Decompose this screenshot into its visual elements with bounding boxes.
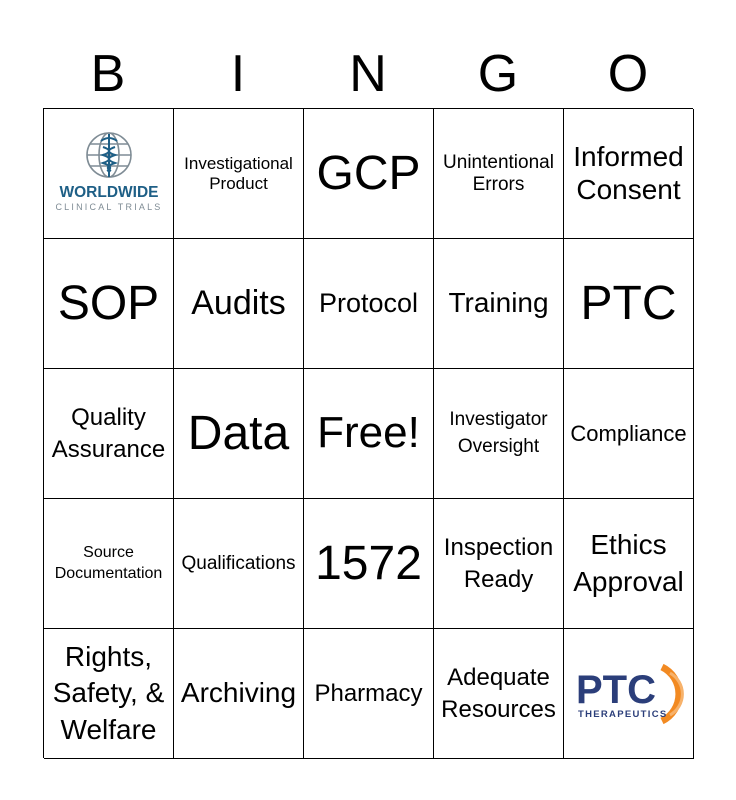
cell-label: Inspection Ready	[443, 534, 554, 593]
bingo-cell[interactable]	[564, 499, 694, 629]
cell-label: PTC	[580, 276, 677, 330]
cell-label: Archiving	[180, 677, 297, 709]
bingo-cell[interactable]	[174, 369, 304, 499]
bingo-cell[interactable]	[44, 499, 174, 629]
bingo-cell[interactable]	[304, 499, 434, 629]
header-letter-b: B	[90, 45, 126, 103]
cell-label: Free!	[317, 408, 420, 458]
cell-label: Compliance	[570, 420, 687, 446]
bingo-cell[interactable]	[44, 239, 174, 369]
bingo-header	[43, 40, 693, 108]
header-letter-i: I	[230, 45, 246, 103]
bingo-cell-ptc-logo[interactable]	[564, 629, 694, 759]
header-letter-o: O	[607, 45, 649, 103]
cell-label: Investigator Oversight	[449, 408, 548, 457]
bingo-cell[interactable]	[304, 239, 434, 369]
cell-label: SOP	[57, 276, 160, 330]
header-letter-g: G	[477, 45, 519, 103]
therapeutics-logo-text: THERAPEUTICS	[577, 708, 667, 720]
worldwide-logo-text: WORLDWIDE	[58, 183, 159, 201]
cell-label: Adequate Resources	[441, 664, 556, 723]
bingo-cell[interactable]	[434, 499, 564, 629]
bingo-cell-free-space[interactable]	[304, 369, 434, 499]
bingo-cell[interactable]	[434, 629, 564, 759]
bingo-cell[interactable]	[434, 109, 564, 239]
bingo-cell[interactable]	[174, 239, 304, 369]
cell-label: Pharmacy	[314, 679, 423, 707]
cell-label: GCP	[316, 146, 421, 200]
cell-label: Ethics Approval	[573, 529, 684, 597]
cell-label: Investigational Product	[184, 153, 293, 193]
cell-label: Audits	[191, 283, 286, 322]
cell-label: Rights, Safety, & Welfare	[52, 640, 165, 745]
cell-label: 1572	[315, 536, 422, 590]
bingo-card	[43, 108, 693, 758]
ptc-therapeutics-logo	[566, 659, 692, 729]
ptc-logo-text: PTC	[575, 667, 656, 712]
bingo-cell[interactable]	[174, 629, 304, 759]
cell-label: Informed Consent	[573, 141, 684, 205]
cell-label: Training	[448, 287, 549, 319]
bingo-cell[interactable]	[434, 369, 564, 499]
cell-label: Source Documentation	[54, 543, 163, 582]
bingo-cell[interactable]	[174, 499, 304, 629]
cell-label: Qualifications	[181, 552, 296, 574]
bingo-cell[interactable]	[174, 109, 304, 239]
bingo-cell[interactable]	[44, 369, 174, 499]
worldwide-clinical-trials-logo	[45, 131, 173, 217]
bingo-cell[interactable]	[564, 109, 694, 239]
bingo-cell[interactable]	[564, 239, 694, 369]
header-letter-n: N	[349, 45, 387, 103]
cell-label: Unintentional Errors	[443, 151, 554, 195]
cell-label: Protocol	[318, 287, 419, 318]
bingo-cell[interactable]	[304, 109, 434, 239]
clinical-trials-logo-text: CLINICAL TRIALS	[54, 201, 163, 212]
cell-label: Data	[187, 406, 290, 460]
cell-label: Quality Assurance	[51, 404, 166, 463]
bingo-cell[interactable]	[304, 629, 434, 759]
bingo-cell[interactable]	[564, 369, 694, 499]
bingo-cell[interactable]	[44, 629, 174, 759]
bingo-cell[interactable]	[434, 239, 564, 369]
bingo-cell-worldwide-logo[interactable]	[44, 109, 174, 239]
